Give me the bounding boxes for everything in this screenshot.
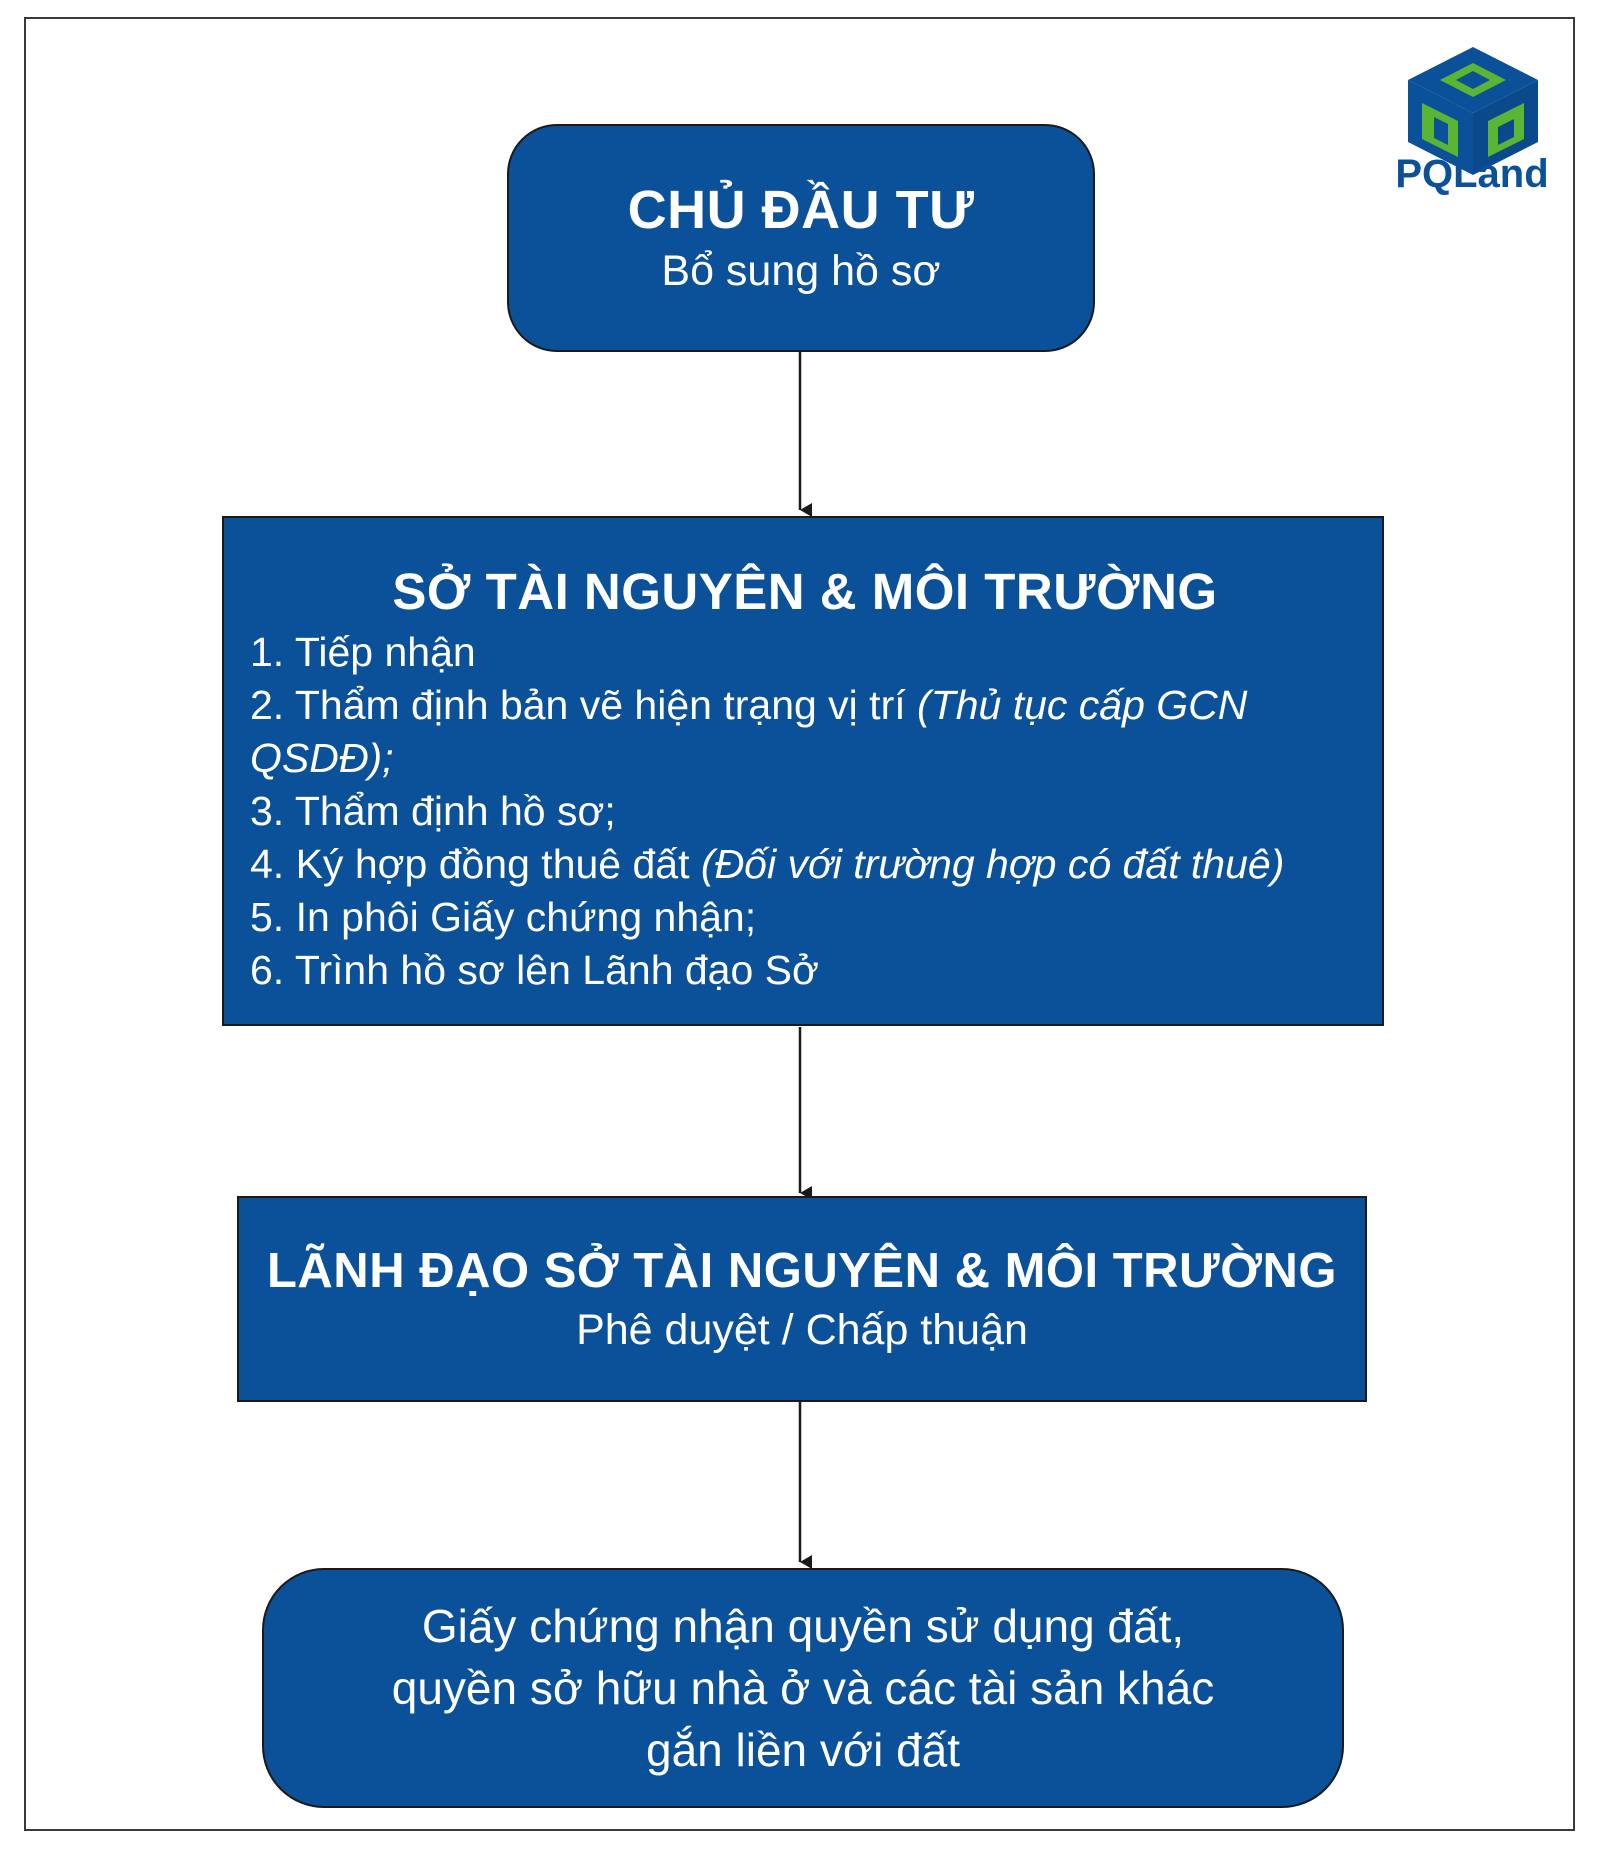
list-item: 4. Ký hợp đồng thuê đất (Đối với trường hợp có đất thuê) xyxy=(250,841,1285,887)
list-item: 5. In phôi Giấy chứng nhận; xyxy=(250,894,757,940)
node-department-title: SỞ TÀI NGUYÊN & MÔI TRƯỜNG xyxy=(392,563,1218,620)
certificate-line: gắn liền với đất xyxy=(645,1724,961,1776)
node-leadership xyxy=(237,1196,1367,1402)
node-leadership-title: LÃNH ĐẠO SỞ TÀI NGUYÊN & MÔI TRƯỜNG xyxy=(266,1244,1338,1298)
list-item: 3. Thẩm định hồ sơ; xyxy=(250,788,616,834)
department-step-list xyxy=(250,626,1360,997)
certificate-line: Giấy chứng nhận quyền sử dụng đất, xyxy=(421,1600,1185,1652)
list-item: 1. Tiếp nhận xyxy=(250,629,476,675)
node-leadership-subtitle: Phê duyệt / Chấp thuận xyxy=(576,1306,1028,1354)
node-investor xyxy=(507,124,1095,352)
list-item: 2. Thẩm định bản vẽ hiện trạng vị trí (Thủ tục cấp GCN xyxy=(250,682,1248,728)
node-investor-title: CHỦ ĐẦU TƯ xyxy=(627,180,975,240)
list-item: 6. Trình hồ sơ lên Lãnh đạo Sở xyxy=(250,947,819,993)
list-item-continuation: QSDĐ); xyxy=(250,735,394,781)
node-department xyxy=(222,516,1384,1026)
brand-name: PQLand xyxy=(1395,152,1549,196)
node-certificate xyxy=(262,1568,1344,1808)
certificate-line: quyền sở hữu nhà ở và các tài sản khác xyxy=(391,1662,1215,1714)
node-investor-subtitle: Bổ sung hồ sơ xyxy=(661,247,941,295)
